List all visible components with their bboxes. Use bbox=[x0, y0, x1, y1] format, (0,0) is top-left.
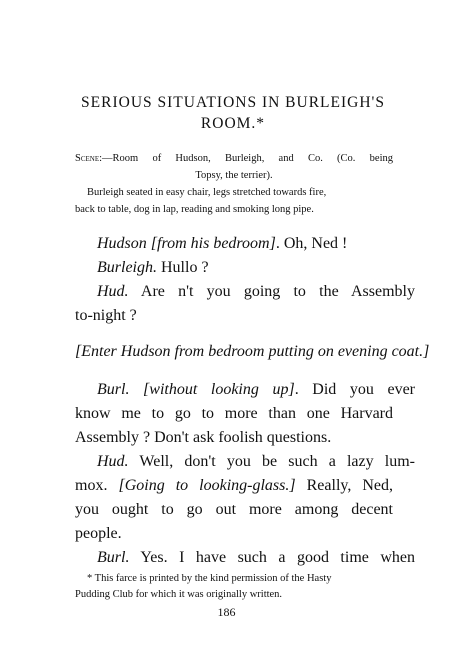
dialogue-line: Hud. Are n't you going to the Assembly bbox=[97, 283, 415, 300]
scene-line-3: Burleigh seated in easy chair, legs stretched towards fire, bbox=[87, 187, 327, 198]
page-title bbox=[60, 92, 406, 134]
speaker-name: Burl. bbox=[97, 381, 130, 398]
stage-direction-line: [Enter Hudson from bedroom putting on evening coat.] bbox=[75, 343, 430, 360]
scene-description bbox=[75, 150, 393, 218]
scene-label: Scene bbox=[75, 153, 100, 164]
title-line-1: SERIOUS SITUATIONS IN BURLEIGH'S bbox=[81, 94, 385, 111]
stage-direction: [from his bedroom] bbox=[150, 235, 276, 252]
scene-line-2: Topsy, the terrier). bbox=[195, 170, 273, 181]
dialogue-line: Hud. Well, don't you be such a lazy lum- bbox=[97, 453, 415, 470]
dialogue-line: mox. [Going to looking-glass.] Really, Ned, bbox=[75, 477, 394, 494]
dialogue-line: Assembly ? Don't ask foolish questions. bbox=[75, 429, 332, 446]
dialogue-line: Burl. Yes. I have such a good time when bbox=[97, 549, 416, 566]
dialogue-line: Hudson [from his bedroom]. Oh, Ned ! bbox=[97, 235, 348, 252]
speaker-name: Hud. bbox=[97, 453, 129, 470]
speaker-name: Hudson bbox=[97, 235, 147, 252]
dialogue-line: Burleigh. Hullo ? bbox=[97, 259, 209, 276]
page-number: 186 bbox=[217, 605, 236, 619]
title-line-2: ROOM.* bbox=[200, 115, 266, 132]
stage-direction: [Going to looking-glass.] bbox=[118, 477, 296, 494]
footnote-line-1: * This farce is printed by the kind permission of the Hasty bbox=[87, 573, 332, 584]
footnote bbox=[75, 571, 393, 603]
speaker-name: Hud. bbox=[97, 283, 129, 300]
stage-direction: [without looking up] bbox=[143, 381, 295, 398]
dialogue-line: you ought to go out more among decent bbox=[75, 501, 393, 518]
speaker-name: Burl. bbox=[97, 549, 130, 566]
scene-line-4: back to table, dog in lap, reading and smoking long pipe. bbox=[75, 204, 314, 215]
dialogue-line: people. bbox=[75, 525, 122, 542]
dialogue-line: to-night ? bbox=[75, 307, 137, 324]
scene-line-1: Scene:—Room of Hudson, Burleigh, and Co. (Co. being bbox=[75, 153, 393, 164]
dialogue-line: know me to go to more than one Harvard bbox=[75, 405, 393, 422]
dialogue-line: Burl. [without looking up]. Did you ever bbox=[97, 381, 415, 398]
speaker-name: Burleigh. bbox=[97, 259, 157, 276]
footnote-line-2: Pudding Club for which it was originally written. bbox=[75, 589, 283, 600]
